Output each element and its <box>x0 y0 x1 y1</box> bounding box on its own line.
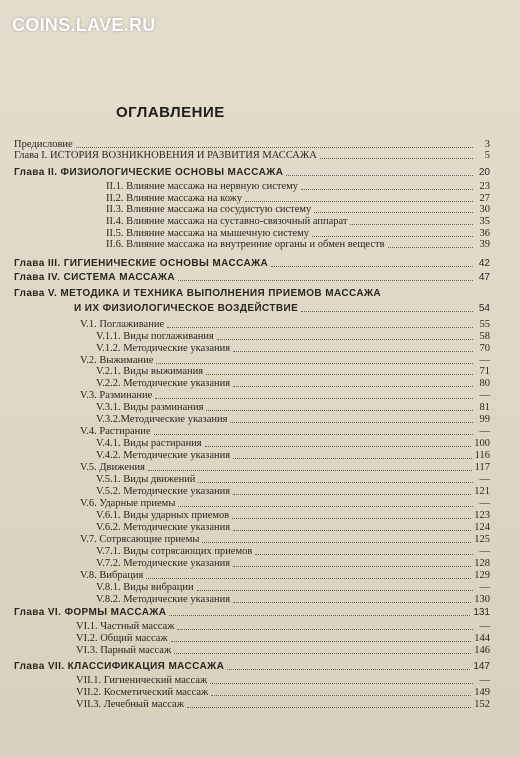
toc-leader-dots <box>271 257 473 267</box>
toc-entry-label: VI.2. Общий массаж <box>76 633 168 644</box>
toc-entry-label: V.7. Сотрясающие приемы <box>80 534 200 545</box>
toc-page-number: 54 <box>478 303 490 314</box>
toc-page-number: 42 <box>478 258 490 269</box>
toc-entry-label: Глава VI. ФОРМЫ МАССАЖА <box>14 607 167 618</box>
toc-leader-dots <box>205 437 472 447</box>
toc-page-number: 146 <box>474 645 490 656</box>
toc-leader-dots <box>245 192 473 202</box>
toc-page-number: 131 <box>473 607 490 618</box>
toc-leader-dots <box>301 180 473 190</box>
toc-entry-label: V.5. Движения <box>80 462 145 473</box>
toc-entry-label: II.5. Влияние массажа на мышечную систему <box>106 228 310 239</box>
toc-page-number: — <box>479 675 490 686</box>
toc-leader-dots <box>320 149 473 159</box>
toc-entry-label: II.4. Влияние массажа на суставно-связочный аппарат <box>106 216 348 227</box>
toc-leader-dots <box>233 449 472 459</box>
toc-chapter-row <box>14 258 490 270</box>
toc-entry-label: V.2.2. Методические указания <box>96 378 231 389</box>
toc-page-number: 123 <box>474 510 490 521</box>
toc-leader-dots <box>178 271 473 281</box>
toc-entry-row <box>106 239 490 251</box>
toc-leader-dots <box>233 377 473 387</box>
toc-leader-dots <box>148 461 472 471</box>
toc-page-number: — <box>479 546 490 557</box>
toc-page-number: — <box>479 390 490 401</box>
toc-entry-label: Предисловие <box>14 139 73 150</box>
toc-leader-dots <box>202 533 471 543</box>
toc-leader-dots <box>233 521 471 531</box>
toc-leader-dots <box>171 632 472 642</box>
toc-entry-label: V.6.2. Методические указания <box>96 522 231 533</box>
toc-entry-label: VII.1. Гигиенический массаж <box>76 675 208 686</box>
toc-page-number: — <box>479 426 490 437</box>
toc-entry-label: II.2. Влияние массажа на кожу <box>106 193 243 204</box>
toc-entry-row <box>76 645 490 657</box>
toc-page-number: 100 <box>474 438 490 449</box>
toc-page-number: 70 <box>479 343 490 354</box>
toc-entry-label: V.3.2.Методические указания <box>96 414 228 425</box>
toc-leader-dots <box>350 215 473 225</box>
toc-page-number: 47 <box>478 272 490 283</box>
toc-page-number: 5 <box>484 150 490 161</box>
toc-page-number: — <box>479 355 490 366</box>
toc-chapter-row <box>14 607 490 619</box>
toc-chapter-row <box>14 661 490 673</box>
toc-leader-dots <box>187 698 471 708</box>
toc-leader-dots <box>233 557 471 567</box>
toc-entry-label: II.1. Влияние массажа на нервную систему <box>106 181 299 192</box>
toc-page-number: 149 <box>474 687 490 698</box>
toc-page-number: 80 <box>479 378 490 389</box>
toc-page-number: 27 <box>479 193 490 204</box>
toc-entry-label: V.8. Вибрация <box>80 570 144 581</box>
toc-page-number: 30 <box>479 204 490 215</box>
toc-page-number: 39 <box>479 239 490 250</box>
toc-page-number: 23 <box>479 181 490 192</box>
toc-leader-dots <box>388 238 473 248</box>
toc-leader-dots <box>255 545 473 555</box>
toc-leader-dots <box>155 389 473 399</box>
toc-leader-dots <box>154 425 473 435</box>
toc-leader-dots <box>286 166 473 176</box>
toc-leader-dots <box>210 674 473 684</box>
toc-leader-dots <box>198 473 473 483</box>
toc-leader-dots <box>230 413 473 423</box>
toc-entry-label: V.3.1. Виды разминания <box>96 402 204 413</box>
toc-entry-label: V.1.1. Виды поглаживания <box>96 331 214 342</box>
toc-entry-label: V.6.1. Виды ударных приемов <box>96 510 230 521</box>
toc-leader-dots <box>233 485 471 495</box>
toc-page-number: — <box>479 582 490 593</box>
toc-page-number: 125 <box>474 534 490 545</box>
toc-entry-row <box>96 594 490 606</box>
toc-leader-dots <box>232 509 471 519</box>
toc-entry-label: VII.3. Лечебный массаж <box>76 699 184 710</box>
toc-entry-label: V.2.1. Виды выжимания <box>96 366 204 377</box>
toc-page-number: — <box>479 621 490 632</box>
toc-leader-dots <box>312 227 473 237</box>
toc-entry-label: V.4. Растирание <box>80 426 151 437</box>
toc-entry-label: V.1. Поглаживание <box>80 319 165 330</box>
toc-entry-label: VII.2. Косметический массаж <box>76 687 209 698</box>
toc-entry-label: Глава IV. СИСТЕМА МАССАЖА <box>14 272 175 283</box>
toc-page-number: 58 <box>479 331 490 342</box>
toc-leader-dots <box>233 593 471 603</box>
toc-leader-dots <box>167 318 473 328</box>
toc-entry-label: Глава V. МЕТОДИКА И ТЕХНИКА ВЫПОЛНЕНИЯ ПРИЕМОВ МАССАЖА <box>14 288 382 299</box>
toc-page-number: 116 <box>474 450 490 461</box>
toc-page-number: 121 <box>474 486 490 497</box>
toc-page-number: 36 <box>479 228 490 239</box>
toc-entry-label: V.7.2. Методические указания <box>96 558 231 569</box>
toc-entry-label: V.6. Ударные приемы <box>80 498 176 509</box>
toc-leader-dots <box>76 138 473 148</box>
toc-page-number: 99 <box>479 414 490 425</box>
toc-leader-dots <box>211 686 471 696</box>
toc-entry-label: V.7.1. Виды сотрясающих приемов <box>96 546 253 557</box>
toc-leader-dots <box>197 581 473 591</box>
toc-page-number: 128 <box>474 558 490 569</box>
toc-entry-label: V.8.1. Виды вибрации <box>96 582 194 593</box>
toc-entry-label: Глава I. ИСТОРИЯ ВОЗНИКНОВЕНИЯ И РАЗВИТИЯ МАССАЖА <box>14 150 317 161</box>
toc-chapter-row <box>14 288 490 300</box>
toc-page-number: 147 <box>473 661 490 672</box>
toc-entry-label: V.8.2. Методические указания <box>96 594 231 605</box>
toc-entry-label: V.2. Выжимание <box>80 355 154 366</box>
toc-entry-label: VI.3. Парный массаж <box>76 645 172 656</box>
toc-page-number: 3 <box>484 139 490 150</box>
toc-entry-label: И ИХ ФИЗИОЛОГИЧЕСКОЕ ВОЗДЕЙСТВИЕ <box>74 303 299 314</box>
toc-entry-label: V.5.2. Методические указания <box>96 486 231 497</box>
toc-page-number: 129 <box>474 570 490 581</box>
toc-entry-label: VI.1. Частный массаж <box>76 621 175 632</box>
toc-leader-dots <box>217 330 473 340</box>
toc-page-number: 20 <box>478 167 490 178</box>
toc-chapter-row <box>74 303 490 315</box>
toc-leader-dots <box>314 203 473 213</box>
toc-page-number: — <box>479 498 490 509</box>
toc-page-number: 144 <box>474 633 490 644</box>
toc-entry-label: V.5.1. Виды движений <box>96 474 196 485</box>
toc-page-number: 152 <box>474 699 490 710</box>
toc-leader-dots <box>156 354 473 364</box>
toc-leader-dots <box>178 497 473 507</box>
toc-page-number: 71 <box>479 366 490 377</box>
page-title: ОГЛАВЛЕНИЕ <box>116 104 225 121</box>
toc-entry-label: V.4.1. Виды растирания <box>96 438 202 449</box>
toc-page-number: 81 <box>479 402 490 413</box>
toc-chapter-row <box>14 167 490 179</box>
toc-leader-dots <box>206 401 473 411</box>
toc-page-number: 124 <box>474 522 490 533</box>
toc-leader-dots <box>227 660 470 670</box>
toc-entry-label: II.6. Влияние массажа на внутренние органы и обмен веществ <box>106 239 385 250</box>
toc-leader-dots <box>177 620 473 630</box>
toc-leader-dots <box>174 644 471 654</box>
toc-page-number: 117 <box>474 462 490 473</box>
toc-entry-row <box>76 699 490 711</box>
toc-leader-dots <box>169 606 470 616</box>
toc-leader-dots <box>146 569 471 579</box>
toc-leader-dots <box>206 365 473 375</box>
toc-entry-label: Глава VII. КЛАССИФИКАЦИЯ МАССАЖА <box>14 661 225 672</box>
toc-entry-label: V.3. Разминание <box>80 390 153 401</box>
toc-entry-label: V.4.2. Методические указания <box>96 450 231 461</box>
toc-entry-label: II.3. Влияние массажа на сосудистую систему <box>106 204 312 215</box>
toc-page-number: 35 <box>479 216 490 227</box>
toc-entry-label: Глава II. ФИЗИОЛОГИЧЕСКИЕ ОСНОВЫ МАССАЖА <box>14 167 284 178</box>
toc-leader-dots <box>301 302 473 312</box>
toc-leader-dots <box>233 342 473 352</box>
toc-page-number: — <box>479 474 490 485</box>
toc-entry-label: V.1.2. Методические указания <box>96 343 231 354</box>
toc-page-number: 55 <box>479 319 490 330</box>
toc-entry-label: Глава III. ГИГИЕНИЧЕСКИЕ ОСНОВЫ МАССАЖА <box>14 258 269 269</box>
toc-page-number: 130 <box>474 594 490 605</box>
watermark: COINS.LAVE.RU <box>12 15 156 35</box>
toc-entry-row <box>14 150 490 162</box>
